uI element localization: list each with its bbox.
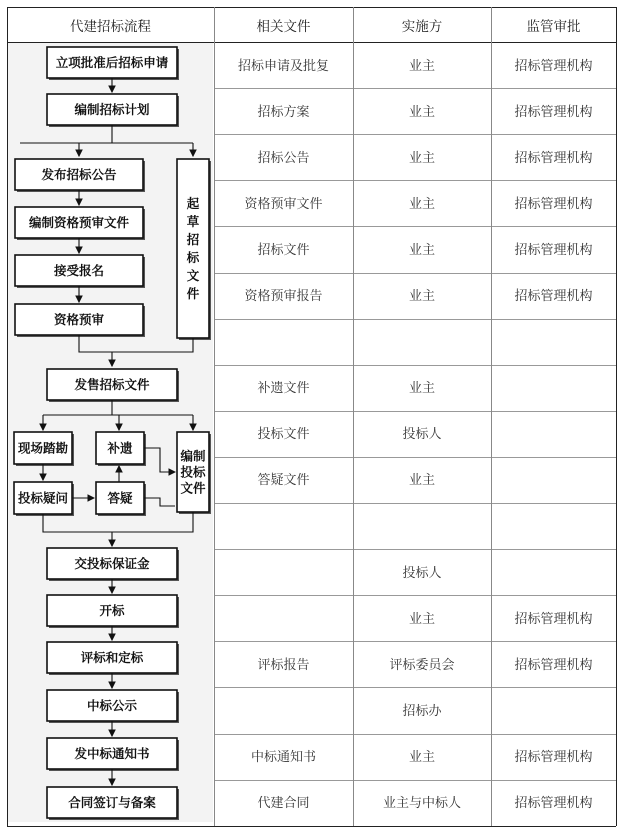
table-cell-party: 业主 [408, 196, 435, 212]
table-cell-doc [214, 551, 353, 591]
table-cell-approval: 招标管理机构 [514, 750, 593, 766]
table-cell-party: 业主与中标人 [382, 796, 461, 812]
flow-step-contract [47, 787, 179, 820]
table-cell-doc: 招标方案 [257, 104, 310, 120]
table-cell-party: 业主 [408, 289, 435, 305]
table-cell-doc: 招标申请及批复 [237, 58, 329, 74]
table-cell-approval: 招标管理机构 [514, 150, 593, 166]
flow-step-addendum [96, 432, 146, 466]
flow-step-label: 立项批准后招标申请 [55, 55, 169, 70]
table-cell-party [353, 321, 491, 361]
flow-step-prequal [15, 304, 145, 337]
flow-step-label: 资格预审 [53, 312, 105, 327]
column-header: 相关文件 [256, 18, 311, 35]
flow-step-label: 编制招标计划 [74, 102, 150, 117]
table-cell-party: 业主 [408, 58, 435, 74]
table-cell-doc: 资格预审文件 [244, 196, 323, 212]
table-cell-party [353, 505, 491, 545]
flow-connector [20, 125, 193, 143]
column-header: 监管审批 [526, 18, 581, 35]
table-cell-party: 业主 [408, 381, 435, 397]
table-cell-doc: 中标通知书 [250, 750, 316, 766]
flow-step-label: 编制 [180, 448, 206, 464]
flow-step-plan [47, 94, 179, 127]
flow-step-site-visit [14, 432, 74, 466]
header-bottom-border [7, 42, 616, 43]
flow-step-label: 草 [186, 214, 200, 229]
table-cell-approval [491, 413, 616, 453]
row-divider [214, 226, 616, 227]
table-cell-party: 投标人 [402, 565, 442, 581]
flow-step-query [14, 482, 74, 516]
flow-step-prequal-doc [15, 207, 145, 240]
row-divider [214, 319, 616, 320]
table-cell-doc: 代建合同 [257, 796, 310, 812]
flow-step-label: 中标公示 [86, 698, 138, 713]
row-divider [214, 780, 616, 781]
table-cell-approval [491, 505, 616, 545]
row-divider [214, 641, 616, 642]
table-cell-approval [491, 459, 616, 499]
table-cell-doc: 资格预审报告 [244, 289, 323, 305]
table-cell-doc [214, 505, 353, 545]
table-cell-approval [491, 367, 616, 407]
flow-connector [144, 498, 175, 506]
flow-step-label: 投标疑问 [17, 490, 69, 506]
table-cell-doc: 补遗文件 [257, 381, 310, 397]
table-cell-doc: 投标文件 [257, 427, 310, 443]
table-cell-doc: 评标报告 [257, 657, 310, 673]
table-cell-doc: 招标公告 [257, 150, 310, 166]
table-cell-party: 投标人 [402, 427, 442, 443]
flow-step-label: 交投标保证金 [74, 556, 150, 571]
row-divider [214, 503, 616, 504]
flow-step-label: 招 [186, 232, 200, 247]
flow-step-label: 标 [186, 250, 200, 265]
flow-step-label: 件 [186, 286, 200, 301]
flow-step-notice [47, 738, 179, 771]
table-cell-doc [214, 689, 353, 729]
flow-step-label: 发中标通知书 [74, 746, 150, 761]
flow-step-label: 起 [186, 196, 200, 211]
flow-step-label: 发布招标公告 [41, 167, 117, 182]
flow-step-label: 答疑 [107, 490, 133, 506]
flow-step-draft [177, 159, 211, 340]
row-divider [214, 273, 616, 274]
column-divider [7, 7, 8, 826]
row-divider [214, 549, 616, 550]
table-cell-approval: 招标管理机构 [514, 289, 593, 305]
row-divider [214, 88, 616, 89]
table-bottom-border [7, 826, 616, 827]
row-divider [214, 180, 616, 181]
table-cell-party: 业主 [408, 611, 435, 627]
flow-step-sell [47, 369, 179, 402]
table-cell-party: 业主 [408, 150, 435, 166]
flow-step-bid-prep [177, 432, 211, 514]
table-cell-party: 招标办 [402, 703, 442, 719]
table-cell-doc [214, 597, 353, 637]
table-cell-doc: 答疑文件 [257, 473, 310, 489]
table-cell-party: 业主 [408, 242, 435, 258]
table-cell-approval: 招标管理机构 [514, 104, 593, 120]
row-divider [214, 365, 616, 366]
flow-step-label: 补遗 [107, 440, 133, 456]
flow-step-label: 接受报名 [53, 263, 105, 278]
flow-step-label: 文 [186, 268, 200, 283]
table-cell-party: 业主 [408, 104, 435, 120]
table-cell-doc [214, 321, 353, 361]
table-cell-approval: 招标管理机构 [514, 657, 593, 673]
column-divider [616, 7, 617, 826]
row-divider [214, 687, 616, 688]
flow-step-announce [15, 159, 145, 192]
table-cell-approval [491, 551, 616, 591]
flow-arrow [144, 448, 175, 472]
flow-step-register [15, 255, 145, 288]
flow-connector [79, 335, 193, 352]
flow-step-answer [96, 482, 146, 516]
flow-step-label: 现场踏勘 [17, 440, 69, 456]
flow-step-label: 发售招标文件 [74, 377, 150, 392]
table-cell-approval: 招标管理机构 [514, 796, 593, 812]
column-header: 代建招标流程 [70, 18, 151, 35]
table-cell-approval: 招标管理机构 [514, 611, 593, 627]
table-cell-approval [491, 321, 616, 361]
row-divider [214, 411, 616, 412]
flow-step-label: 编制资格预审文件 [28, 215, 130, 230]
row-divider [214, 457, 616, 458]
row-divider [214, 134, 616, 135]
flow-step-label: 文件 [180, 480, 206, 496]
flow-step-evaluation [47, 642, 179, 675]
table-cell-party: 业主 [408, 473, 435, 489]
flow-step-label: 开标 [99, 603, 125, 618]
flow-step-opening [47, 595, 179, 628]
table-cell-approval: 招标管理机构 [514, 196, 593, 212]
flow-step-label: 投标 [180, 464, 206, 480]
table-cell-party: 业主 [408, 750, 435, 766]
row-divider [214, 595, 616, 596]
flow-step-deposit [47, 548, 179, 581]
flow-step-label: 合同签订与备案 [68, 795, 156, 810]
flow-step-label: 评标和定标 [80, 650, 144, 665]
table-cell-doc: 招标文件 [257, 242, 310, 258]
table-cell-approval: 招标管理机构 [514, 242, 593, 258]
row-divider [214, 734, 616, 735]
flow-connector [43, 400, 193, 415]
column-header: 实施方 [401, 18, 443, 35]
table-cell-approval [491, 689, 616, 729]
table-cell-approval: 招标管理机构 [514, 58, 593, 74]
flow-step-publicity [47, 690, 179, 723]
table-cell-party: 评标委员会 [389, 657, 455, 673]
flow-step-approval [47, 47, 179, 80]
